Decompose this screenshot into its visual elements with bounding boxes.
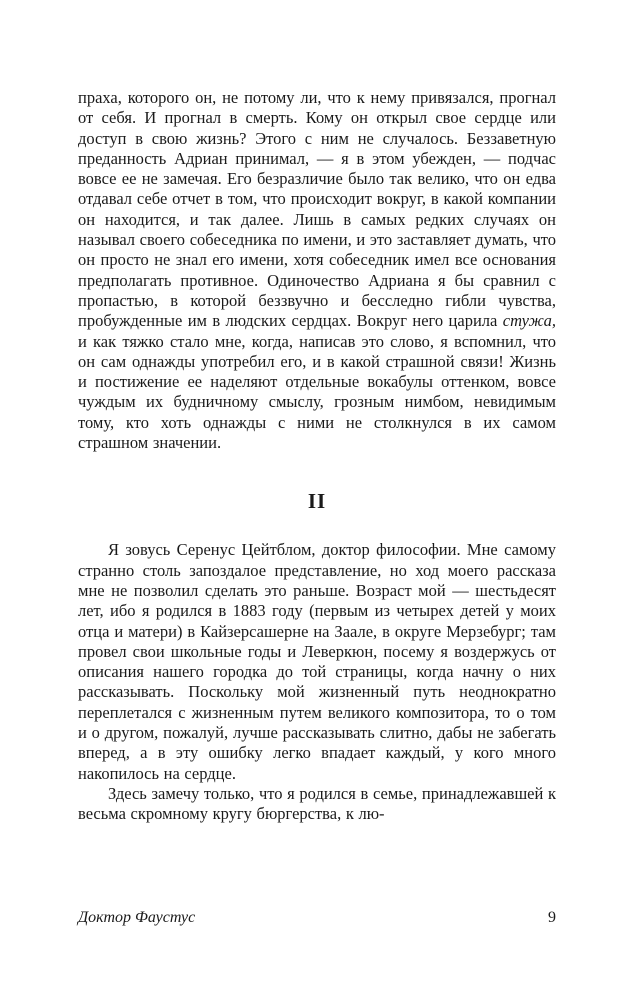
page-number: 9: [548, 909, 556, 926]
chapter-heading: II: [307, 489, 327, 514]
paragraph-2: Я зовусь Серенус Цейтблом, доктор философии. Мне самому странно столь запоздалое представление, но ход моего рассказа мне не позволил сделать это раньше. Возраст мой — шестьдесят лет, ибо я родился в 1883 году (первым из четырех детей у моих отца и матери) в Кайзерсашерне на Заале, в округе Мерзебург; там провел свои школьные годы и Леверкюн, посему я воздержусь от описания нашего городка до той страницы, когда начну о них рассказывать. Поскольку мой жизненный путь неоднократно переплетался с жизненным путем великого композитора, то о том и о другом, пожалуй, лучше рассказывать слитно, дабы не забегать вперед, а в эту ошибку легко впадает каждый, у кого много накопилось на сердце.: [78, 540, 556, 783]
paragraph-1: [78, 88, 556, 453]
paragraph-3: Здесь замечу только, что я родился в семье, принадлежавшей к весьма скромному кругу бюргерства, к лю-: [78, 783, 556, 824]
italic-word-stuzha: стужа,: [502, 311, 556, 331]
page-footer: [78, 909, 556, 927]
paragraph-1-text-continued: и как тяжко стало мне, когда, написав это слово, я вспомнил, что он сам однажды употребил его, и в какой страшной связи! Жизнь и постижение ее наделяют отдельные вокабулы оттенком, вовсе чуждым их будничному смыслу, грозным нимбом, невидимым тому, кто хоть однажды с ними не столкнулся в их самом страшном значении.: [78, 331, 556, 453]
paragraph-1-text: праха, которого он, не потому ли, что к нему привязался, прогнал от себя. И прогнал в смерть. Кому он открыл свое сердце или доступ в свою жизнь? Этого с ним не случалось. Беззаветную преданность Адриан принимал, — я в этом убежден, — подчас вовсе ее не замечая. Его безразличие было так велико, что он едва отдавал себе отчет в том, что происходит вокруг, в какой компании он находится, и так далее. Лишь в самых редких случаях он называл своего собеседника по имени, и это заставляет думать, что он просто не знал его имени, хотя собеседник имел все основания предполагать противное. Одиночество Адриана я бы сравнил с пропастью, в которой беззвучно и бесследно гибли чувства, пробужденные им в людских сердцах. Вокруг него царила: [78, 88, 556, 331]
running-title: Доктор Фаустус: [78, 909, 196, 926]
page-body: [78, 88, 556, 825]
